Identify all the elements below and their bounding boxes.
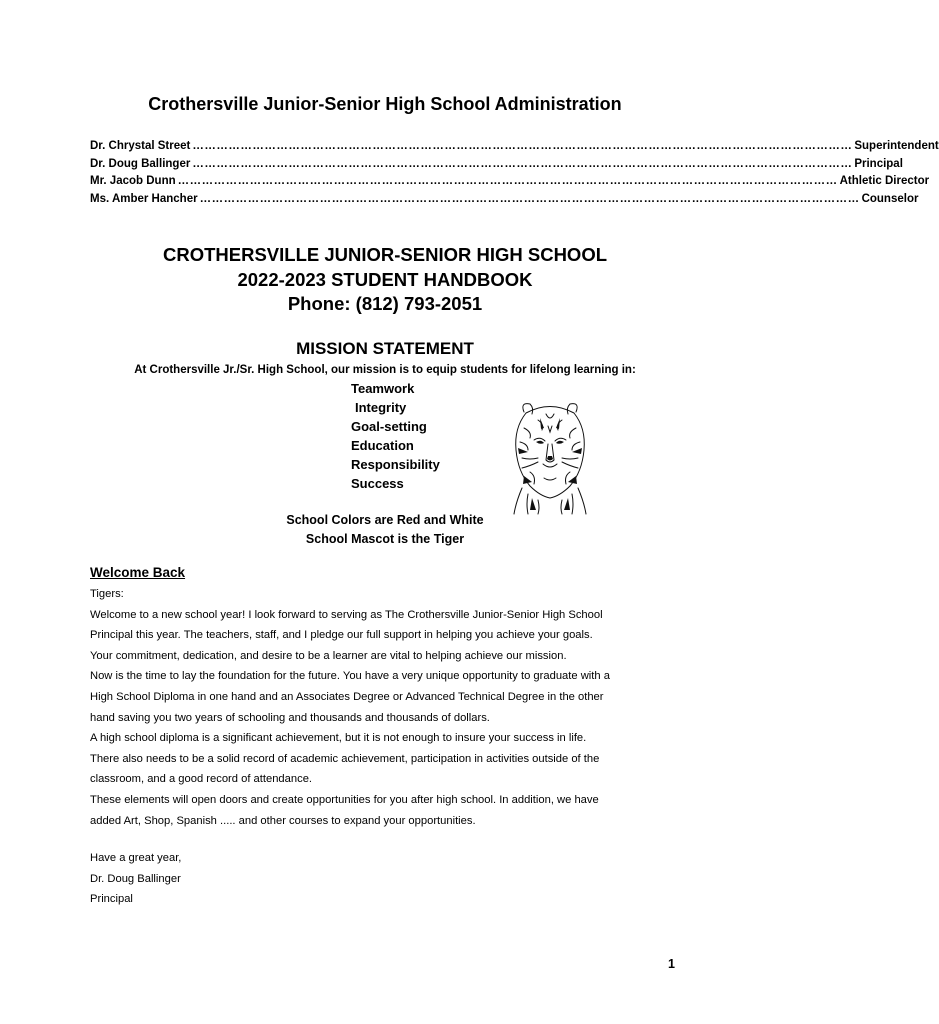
dot-leader: …………………………………………………………………………………………………………………………………………………	[177, 175, 838, 187]
letter-line: hand saving you two years of schooling and thousands and thousands of dollars.	[90, 711, 490, 724]
dot-leader: …………………………………………………………………………………………………………………………………………………	[192, 157, 853, 170]
admin-row-principal	[90, 156, 903, 174]
letter-line: added Art, Shop, Spanish ..... and other courses to expand your opportunities.	[90, 814, 476, 827]
dot-leader: …………………………………………………………………………………………………………………………………………………	[199, 192, 860, 205]
mission-intro: At Crothersville Jr./Sr. High School, our mission is to equip students for lifelong learning in:	[134, 364, 636, 376]
signature-name: Dr. Doug Ballinger	[90, 872, 181, 885]
admin-row-superintendent	[90, 138, 939, 156]
school-phone: Phone: (812) 793-2051	[287, 293, 483, 314]
mission-title: MISSION STATEMENT	[296, 339, 474, 358]
value-item: Education	[351, 438, 414, 453]
admin-role: Superintendent	[854, 140, 939, 152]
administration-title: Crothersville Junior-Senior High School Administration	[148, 94, 622, 114]
letter-line: classroom, and a good record of attendance.	[90, 773, 313, 786]
handbook-title: 2022-2023 STUDENT HANDBOOK	[237, 268, 533, 290]
letter-line: Your commitment, dedication, and desire to be a learner are vital to helping achieve our mission.	[90, 649, 567, 662]
letter-signoff	[90, 848, 181, 910]
letter-line: High School Diploma in one hand and an Associates Degree or Advanced Technical Degree in the other	[90, 690, 604, 703]
admin-name: Dr. Chrystal Street	[90, 140, 191, 152]
administration-list	[90, 138, 939, 208]
letter-line: Principal this year. The teachers, staff, and I pledge our full support in helping you achieve your goals.	[90, 629, 593, 642]
school-colors: School Colors are Red and White	[286, 513, 484, 527]
letter-line: There also needs to be a solid record of academic achievement, participation in activities outside of the	[90, 752, 600, 765]
handbook-header	[0, 243, 770, 317]
letter-line: Tigers:	[90, 588, 124, 600]
letter-line: A high school diploma is a significant achievement, but it is not enough to insure your success in life.	[90, 732, 587, 745]
welcome-letter-body	[90, 584, 690, 831]
value-item: Success	[351, 476, 404, 491]
mission-values-list	[351, 379, 440, 493]
school-mascot: School Mascot is the Tiger	[305, 532, 465, 546]
tiger-mascot-illustration	[510, 398, 590, 516]
value-item: Responsibility	[351, 457, 440, 472]
school-identity	[0, 511, 770, 549]
admin-role: Counselor	[861, 192, 919, 205]
value-item: Integrity	[355, 400, 407, 415]
admin-role: Athletic Director	[839, 175, 930, 187]
letter-line: These elements will open doors and create opportunities for you after high school. In addition, we have	[90, 793, 599, 806]
value-item: Goal-setting	[351, 419, 427, 434]
value-item: Teamwork	[351, 381, 415, 396]
school-name: CROTHERSVILLE JUNIOR-SENIOR HIGH SCHOOL	[162, 244, 608, 265]
signature-title: Principal	[90, 893, 133, 906]
dot-leader: …………………………………………………………………………………………………………………………………………………	[192, 140, 853, 152]
letter-line: Welcome to a new school year! I look forward to serving as The Crothersville Junior-Senior High School	[90, 608, 603, 621]
closing-line: Have a great year,	[90, 852, 182, 864]
welcome-heading: Welcome Back	[90, 565, 186, 580]
admin-name: Ms. Amber Hancher	[90, 192, 198, 205]
page-number: 1	[668, 957, 675, 971]
admin-row-athletic-director	[90, 173, 930, 191]
admin-role: Principal	[854, 157, 903, 170]
admin-name: Dr. Doug Ballinger	[90, 157, 191, 170]
letter-line: Now is the time to lay the foundation for the future. You have a very unique opportunity to graduate with a	[90, 670, 610, 683]
admin-name: Mr. Jacob Dunn	[90, 175, 176, 187]
admin-row-counselor	[90, 191, 919, 209]
